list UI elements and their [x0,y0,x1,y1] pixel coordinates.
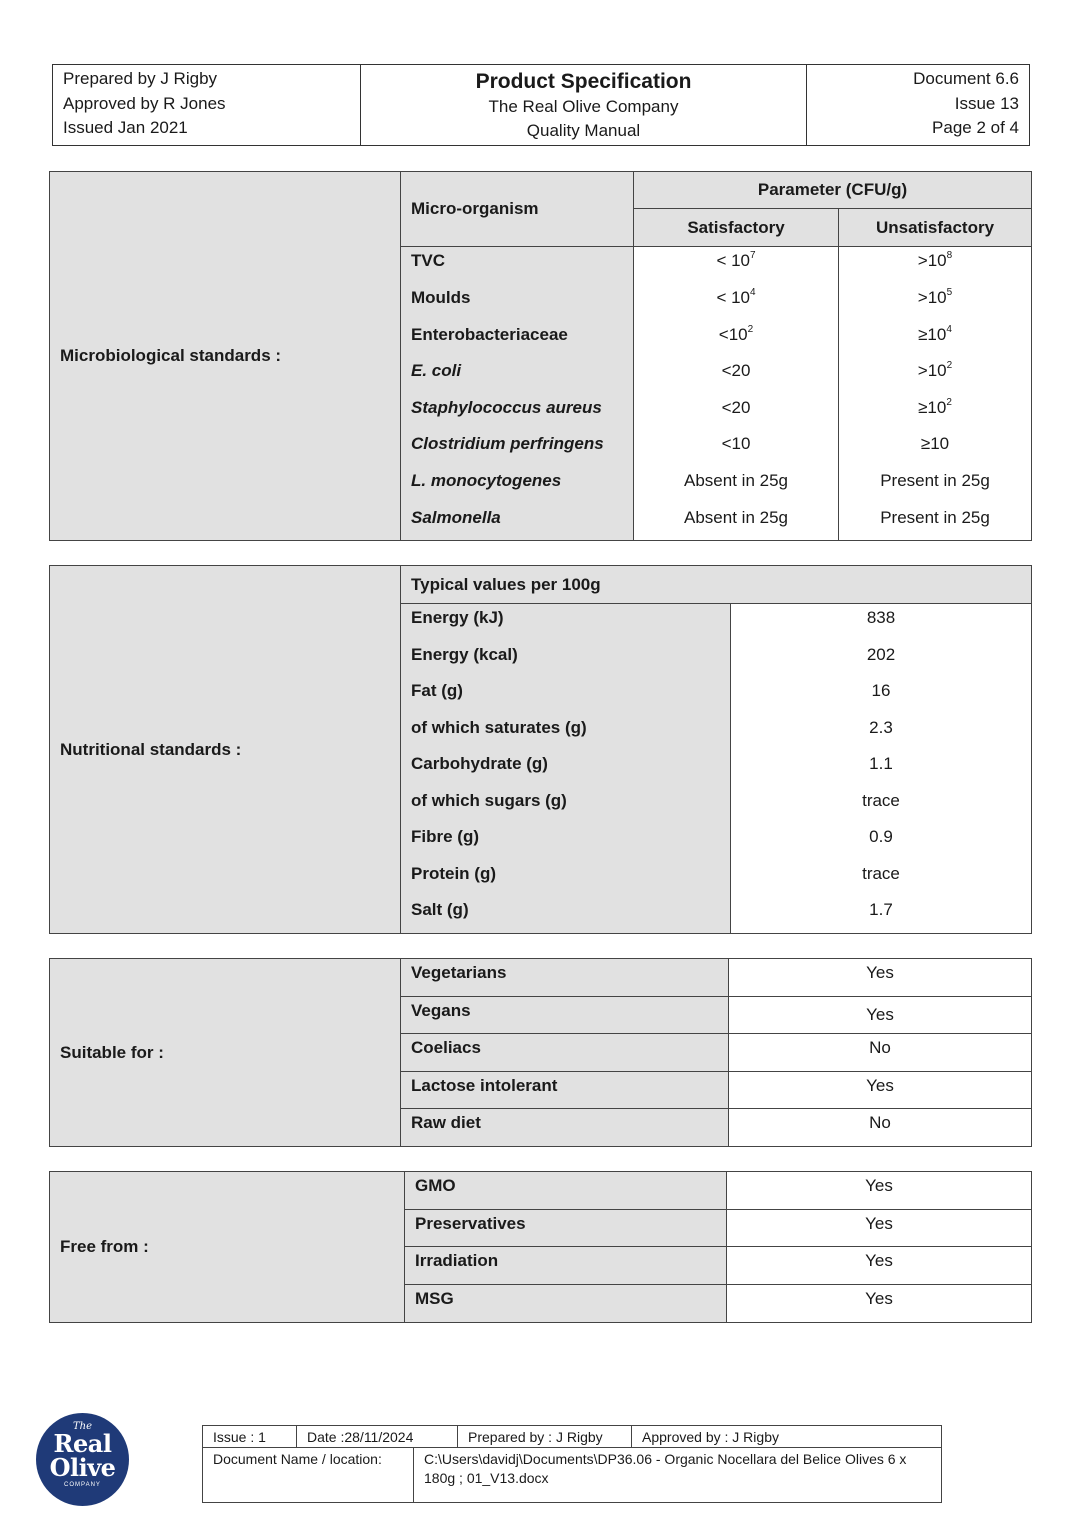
footer-approved-by: Approved by : J Rigby [632,1426,942,1448]
parameter-header: Parameter (CFU/g) [634,172,1032,209]
suitable-for-table [49,958,1032,1147]
organism-name: Staphylococcus aureus [401,394,634,430]
nutritional-standards-label: Nutritional standards : [50,566,401,934]
satisfactory-value: Absent in 25g [634,504,839,541]
diet-name: Vegans [401,997,729,1034]
free-from-table [49,1171,1032,1323]
nutrient-name: of which saturates (g) [401,714,731,750]
footer-issue: Issue : 1 [203,1426,297,1448]
logo-word-olive: Olive [49,1453,116,1482]
approved-by: Approved by R Jones [63,93,226,113]
free-from-value: Yes [727,1285,1032,1323]
nutrient-value: 1.7 [731,896,1032,934]
microbiological-standards-label: Microbiological standards : [50,172,401,541]
satisfactory-value: <10 [634,430,839,467]
diet-name: Lactose intolerant [401,1072,729,1109]
unsatisfactory-header: Unsatisfactory [839,209,1032,247]
diet-name: Vegetarians [401,959,729,997]
nutrient-name: Fat (g) [401,677,731,714]
unsatisfactory-value: $>10^8$ [839,247,1032,284]
nutrient-value: 202 [731,641,1032,677]
logo-word-real: Real [53,1429,112,1458]
free-from-label: Free from : [50,1172,405,1323]
suitable-for-label: Suitable for : [50,959,401,1147]
issued-date: Issued Jan 2021 [63,118,188,137]
diet-value: Yes [729,997,1032,1034]
document-number: Document 6.6 [913,69,1019,88]
manual-name: Quality Manual [526,121,641,140]
organism-name: L. monocytogenes [401,467,634,504]
unsatisfactory-value: $>10^5$ [839,284,1032,321]
diet-value: Yes [729,1072,1032,1109]
footer-document-path: C:\Users\davidj\Documents\DP36.06 - Organic Nocellara del Belice Olives 6 x 180g ; 01_V13.docx [414,1448,942,1503]
free-from-name: Preservatives [405,1210,727,1247]
table-row [50,1172,1032,1210]
nutritional-standards-table [49,565,1032,934]
prepared-by: Prepared by J Rigby [63,69,218,88]
nutrient-value: 16 [731,677,1032,714]
footer-prepared-by: Prepared by : J Rigby [458,1426,632,1448]
issue-number: Issue 13 [954,93,1019,113]
satisfactory-value: <20 [634,394,839,430]
nutrient-name: Energy (kcal) [401,641,731,677]
organism-name: Moulds [401,284,634,321]
satisfactory-value: < $10^7$ [634,247,839,284]
diet-value: No [729,1034,1032,1072]
header-document-info [807,65,1030,146]
diet-name: Raw diet [401,1109,729,1147]
nutrient-name: Fibre (g) [401,823,731,860]
real-olive-logo [36,1413,129,1506]
organism-name: Clostridium perfringens [401,430,634,467]
satisfactory-value: <20 [634,357,839,394]
diet-name: Coeliacs [401,1034,729,1072]
nutrient-name: Carbohydrate (g) [401,750,731,787]
organism-name: TVC [401,247,634,284]
table-row [50,959,1032,997]
free-from-name: MSG [405,1285,727,1323]
typical-values-header: Typical values per 100g [401,566,1032,604]
header-authorship [53,65,361,146]
nutrient-name: Protein (g) [401,860,731,896]
free-from-value: Yes [727,1210,1032,1247]
unsatisfactory-value: $\ge 10^4$ [839,321,1032,357]
nutrient-name: Salt (g) [401,896,731,934]
unsatisfactory-value: Present in 25g [839,467,1032,504]
satisfactory-value: Absent in 25g [634,467,839,504]
micro-organism-header: Micro-organism [401,172,634,247]
satisfactory-value: $<10^2$ [634,321,839,357]
unsatisfactory-value: $\ge 10^2$ [839,394,1032,430]
nutrient-value: trace [731,787,1032,823]
footer-date: Date :28/11/2024 [297,1426,458,1448]
free-from-value: Yes [727,1247,1032,1285]
document-header [52,64,1030,146]
free-from-name: GMO [405,1172,727,1210]
nutrient-value: 0.9 [731,823,1032,860]
logo-company: COMPANY [64,1482,101,1488]
unsatisfactory-value: Present in 25g [839,504,1032,541]
unsatisfactory-value: ≥10 [839,430,1032,467]
organism-name: E. coli [401,357,634,394]
nutrient-value: 838 [731,604,1032,641]
organism-name: Salmonella [401,504,634,541]
satisfactory-value: < $10^4$ [634,284,839,321]
unsatisfactory-value: $>10^2$ [839,357,1032,394]
company-name: The Real Olive Company [488,97,679,116]
nutrient-value: trace [731,860,1032,896]
document-footer [202,1425,942,1503]
diet-value: Yes [729,959,1032,997]
footer-document-label: Document Name / location: [203,1448,414,1503]
organism-name: Enterobacteriaceae [401,321,634,357]
nutrient-name: of which sugars (g) [401,787,731,823]
page-title: Product Specification [475,70,692,93]
header-title-block [361,65,807,146]
microbiological-standards-table [49,171,1032,541]
free-from-value: Yes [727,1172,1032,1210]
free-from-name: Irradiation [405,1247,727,1285]
nutrient-value: 1.1 [731,750,1032,787]
satisfactory-header: Satisfactory [634,209,839,247]
diet-value: No [729,1109,1032,1147]
page-number: Page 2 of 4 [932,118,1019,137]
nutrient-value: 2.3 [731,714,1032,750]
logo-the: The [72,1421,93,1432]
nutrient-name: Energy (kJ) [401,604,731,641]
